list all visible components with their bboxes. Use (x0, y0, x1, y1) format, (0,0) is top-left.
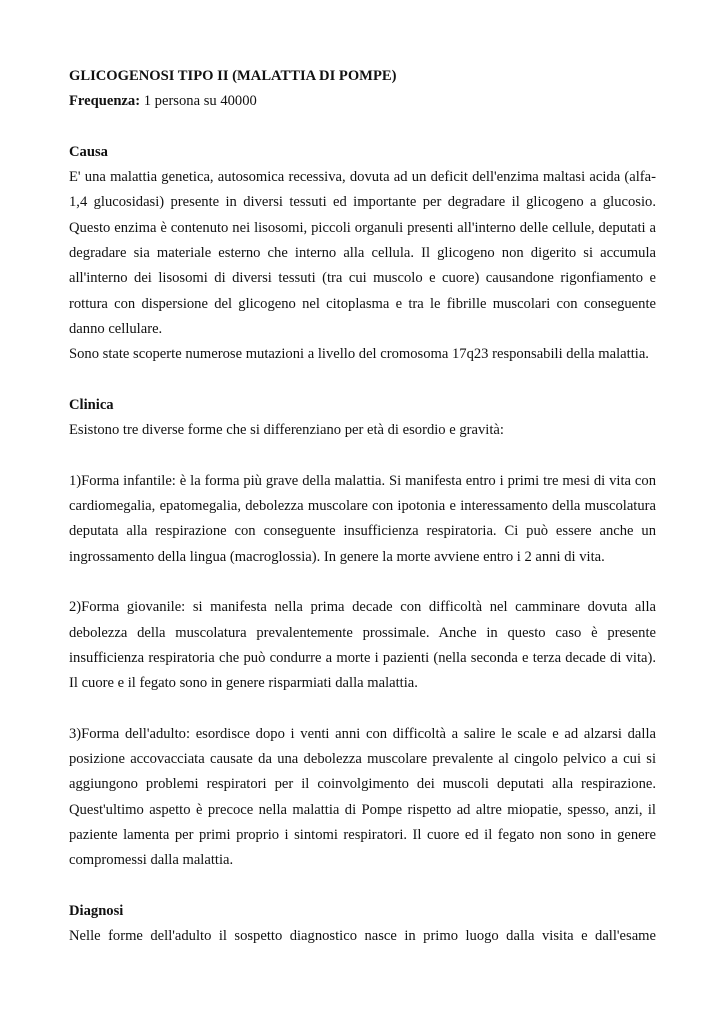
causa-paragraph: E' una malattia genetica, autosomica recessiva, dovuta ad un deficit dell'enzima maltasi acida (alfa-1,4 glucosidasi) presente in diversi tessuti ed importante per degradare il glicogeno a glucosio. Questo enzima è contenuto nei lisosomi, piccoli organuli presenti all'interno delle cellule, deputati a degradare sia materiale esterno che interno alla cellula. Il glicogeno non digerito si accumula all'interno dei lisosomi di diversi tessuti (tra cui muscolo e cuore) causandone rigonfiamento e rottura con dispersione del glicogeno nel citoplasma e tra le fibrille muscolari con conseguente danno cellulare. (69, 169, 656, 337)
frequency-label: Frequenza: (69, 93, 141, 110)
section-heading-diagnosi: Diagnosi (69, 902, 124, 919)
document-title: GLICOGENOSI TIPO II (MALATTIA DI POMPE) (69, 68, 397, 84)
clinica-forma-adulto: 3)Forma dell'adulto: esordisce dopo i venti anni con difficoltà a salire le scale e ad alzarsi dalla posizione accovacciata causate da una debolezza muscolare prevalente al cingolo pelvico a cui si aggiungono problemi respiratori per il coinvolgimento dei muscoli deputati alla respirazione. Quest'ultimo aspetto è precoce nella malattia di Pompe rispetto ad altre miopatie, spesso, anzi, il paziente lamenta per primi proprio i sintomi respiratori. Il cuore ed il fegato non sono in genere compromessi dalla malattia. (69, 725, 656, 869)
frequency-line (69, 89, 656, 114)
spacer (69, 443, 656, 468)
clinica-intro: Esistono tre diverse forme che si differenziano per età di esordio e gravità: (69, 422, 504, 439)
document-body (69, 64, 656, 949)
spacer (69, 115, 656, 140)
clinica-forma-infantile: 1)Forma infantile: è la forma più grave della malattia. Si manifesta entro i primi tre mesi di vita con cardiomegalia, epatomegalia, debolezza muscolare con ipotonia e interessamento della muscolatura deputata alla respirazione con conseguente insufficienza respiratoria. Ci può essere anche un ingrossamento della lingua (macroglossia). In genere la morte avviene entro i 2 anni di vita. (69, 472, 656, 565)
spacer (69, 570, 656, 595)
section-heading-causa: Causa (69, 143, 108, 160)
spacer (69, 368, 656, 393)
frequency-value: 1 persona su 40000 (140, 93, 257, 110)
diagnosi-paragraph: Nelle forme dell'adulto il sospetto diagnostico nasce in primo luogo dalla visita e dall'esame (69, 928, 656, 945)
spacer (69, 874, 656, 899)
causa-mutations-paragraph: Sono state scoperte numerose mutazioni a livello del cromosoma 17q23 responsabili della malattia. (69, 346, 649, 363)
spacer (69, 696, 656, 721)
clinica-forma-giovanile: 2)Forma giovanile: si manifesta nella prima decade con difficoltà nel camminare dovuta alla debolezza della muscolatura prevalentemente prossimale. Anche in questo caso è presente insufficienza respiratoria che può condurre a morte i pazienti (nella seconda e terza decade di vita). Il cuore e il fegato sono in genere risparmiati dalla malattia. (69, 599, 656, 692)
section-heading-clinica: Clinica (69, 396, 114, 413)
